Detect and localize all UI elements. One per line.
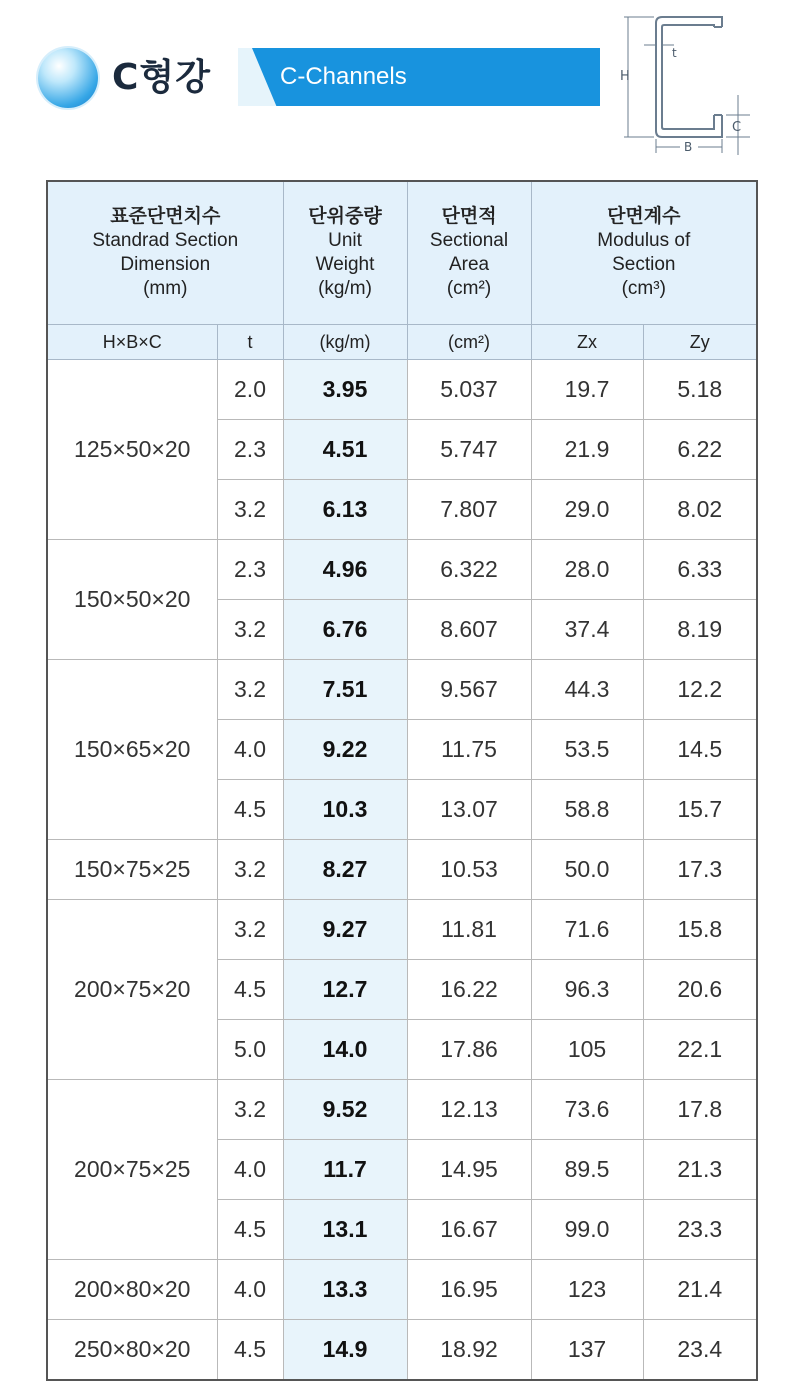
- title-korean: C형강: [112, 57, 211, 98]
- table-row: [47, 660, 757, 720]
- zy-cell: 5.18: [643, 360, 757, 420]
- zx-cell: 58.8: [531, 780, 643, 840]
- header-modulus-ko: 단면계수: [607, 206, 681, 227]
- thickness-cell: 3.2: [217, 840, 283, 900]
- area-cell: 11.81: [407, 900, 531, 960]
- subheader-weight-unit: (kg/m): [283, 325, 407, 360]
- weight-cell: 3.95: [283, 360, 407, 420]
- weight-cell: 14.0: [283, 1020, 407, 1080]
- table-row: [47, 1260, 757, 1320]
- diagram-label-h: H: [620, 69, 630, 84]
- dimension-cell: 125×50×20: [47, 360, 217, 540]
- thickness-cell: 4.0: [217, 1260, 283, 1320]
- thickness-cell: 4.5: [217, 960, 283, 1020]
- zy-cell: 17.8: [643, 1080, 757, 1140]
- area-cell: 14.95: [407, 1140, 531, 1200]
- thickness-cell: 4.5: [217, 1200, 283, 1260]
- c-channel-diagram-icon: [600, 5, 760, 155]
- zx-cell: 123: [531, 1260, 643, 1320]
- area-cell: 10.53: [407, 840, 531, 900]
- thickness-cell: 2.0: [217, 360, 283, 420]
- weight-cell: 4.51: [283, 420, 407, 480]
- zx-cell: 44.3: [531, 660, 643, 720]
- zx-cell: 137: [531, 1320, 643, 1381]
- weight-cell: 9.52: [283, 1080, 407, 1140]
- header-area-unit: (cm²): [446, 278, 492, 299]
- header-modulus-en2: Section: [612, 254, 676, 275]
- weight-cell: 9.22: [283, 720, 407, 780]
- weight-cell: 6.76: [283, 600, 407, 660]
- diagram-label-b: B: [684, 140, 693, 154]
- zy-cell: 23.4: [643, 1320, 757, 1381]
- zx-cell: 37.4: [531, 600, 643, 660]
- zx-cell: 105: [531, 1020, 643, 1080]
- thickness-cell: 5.0: [217, 1020, 283, 1080]
- zx-cell: 96.3: [531, 960, 643, 1020]
- thickness-cell: 4.0: [217, 1140, 283, 1200]
- header-dimension: [47, 181, 283, 325]
- weight-cell: 13.3: [283, 1260, 407, 1320]
- zy-cell: 20.6: [643, 960, 757, 1020]
- header-weight-unit: (kg/m): [318, 278, 372, 299]
- zx-cell: 53.5: [531, 720, 643, 780]
- page-header: [0, 0, 800, 170]
- area-cell: 16.67: [407, 1200, 531, 1260]
- zy-cell: 23.3: [643, 1200, 757, 1260]
- thickness-cell: 3.2: [217, 900, 283, 960]
- area-cell: 17.86: [407, 1020, 531, 1080]
- area-cell: 11.75: [407, 720, 531, 780]
- dimension-cell: 200×75×25: [47, 1080, 217, 1260]
- weight-cell: 13.1: [283, 1200, 407, 1260]
- zy-cell: 8.02: [643, 480, 757, 540]
- thickness-cell: 3.2: [217, 600, 283, 660]
- c-channel-spec-table: [46, 180, 758, 1381]
- header-dimension-ko: 표준단면치수: [110, 206, 221, 227]
- diagram-label-t: t: [672, 46, 677, 60]
- area-cell: 16.95: [407, 1260, 531, 1320]
- zx-cell: 71.6: [531, 900, 643, 960]
- zy-cell: 17.3: [643, 840, 757, 900]
- subheader-hbc: H×B×C: [47, 325, 217, 360]
- zy-cell: 21.3: [643, 1140, 757, 1200]
- title-english: C-Channels: [280, 63, 407, 90]
- weight-cell: 11.7: [283, 1140, 407, 1200]
- thickness-cell: 4.0: [217, 720, 283, 780]
- zx-cell: 19.7: [531, 360, 643, 420]
- area-cell: 12.13: [407, 1080, 531, 1140]
- area-cell: 16.22: [407, 960, 531, 1020]
- dimension-cell: 150×50×20: [47, 540, 217, 660]
- header-dimension-unit: (mm): [143, 278, 188, 299]
- weight-cell: 12.7: [283, 960, 407, 1020]
- dimension-cell: 200×75×20: [47, 900, 217, 1080]
- header-dimension-en2: Dimension: [120, 254, 211, 275]
- header-weight: [283, 181, 407, 325]
- zy-cell: 15.7: [643, 780, 757, 840]
- zy-cell: 6.22: [643, 420, 757, 480]
- subheader-t: t: [217, 325, 283, 360]
- header-modulus: [531, 181, 757, 325]
- area-cell: 7.807: [407, 480, 531, 540]
- area-cell: 5.747: [407, 420, 531, 480]
- area-cell: 18.92: [407, 1320, 531, 1381]
- thickness-cell: 4.5: [217, 780, 283, 840]
- dimension-cell: 200×80×20: [47, 1260, 217, 1320]
- area-cell: 6.322: [407, 540, 531, 600]
- bullet-ball-icon: [38, 48, 98, 108]
- zy-cell: 21.4: [643, 1260, 757, 1320]
- thickness-cell: 4.5: [217, 1320, 283, 1381]
- zy-cell: 15.8: [643, 900, 757, 960]
- subheader-zx: Zx: [531, 325, 643, 360]
- header-area-en1: Sectional: [429, 230, 509, 251]
- weight-cell: 8.27: [283, 840, 407, 900]
- thickness-cell: 2.3: [217, 540, 283, 600]
- zx-cell: 89.5: [531, 1140, 643, 1200]
- diagram-label-c: C: [732, 120, 742, 135]
- zy-cell: 6.33: [643, 540, 757, 600]
- weight-cell: 4.96: [283, 540, 407, 600]
- zx-cell: 28.0: [531, 540, 643, 600]
- zx-cell: 21.9: [531, 420, 643, 480]
- thickness-cell: 3.2: [217, 660, 283, 720]
- header-area-en2: Area: [448, 254, 490, 275]
- header-modulus-unit: (cm³): [621, 278, 666, 299]
- header-area-ko: 단면적: [441, 206, 497, 227]
- header-weight-en2: Weight: [315, 254, 375, 275]
- zy-cell: 22.1: [643, 1020, 757, 1080]
- header-area: [407, 181, 531, 325]
- dimension-cell: 150×75×25: [47, 840, 217, 900]
- header-modulus-en1: Modulus of: [597, 230, 691, 251]
- zy-cell: 14.5: [643, 720, 757, 780]
- thickness-cell: 3.2: [217, 1080, 283, 1140]
- dimension-cell: 150×65×20: [47, 660, 217, 840]
- zx-cell: 73.6: [531, 1080, 643, 1140]
- weight-cell: 10.3: [283, 780, 407, 840]
- table-row: [47, 1080, 757, 1140]
- dimension-cell: 250×80×20: [47, 1320, 217, 1381]
- area-cell: 13.07: [407, 780, 531, 840]
- weight-cell: 9.27: [283, 900, 407, 960]
- header-weight-en1: Unit: [328, 230, 362, 251]
- thickness-cell: 3.2: [217, 480, 283, 540]
- weight-cell: 7.51: [283, 660, 407, 720]
- area-cell: 9.567: [407, 660, 531, 720]
- header-weight-ko: 단위중량: [308, 206, 382, 227]
- thickness-cell: 2.3: [217, 420, 283, 480]
- table-row: [47, 540, 757, 600]
- zx-cell: 50.0: [531, 840, 643, 900]
- table-row: [47, 900, 757, 960]
- zx-cell: 29.0: [531, 480, 643, 540]
- table-row: [47, 360, 757, 420]
- area-cell: 5.037: [407, 360, 531, 420]
- zx-cell: 99.0: [531, 1200, 643, 1260]
- zy-cell: 12.2: [643, 660, 757, 720]
- table-row: [47, 1320, 757, 1381]
- table-row: [47, 840, 757, 900]
- subheader-area-unit: (cm²): [407, 325, 531, 360]
- header-dimension-en1: Standrad Section: [92, 230, 239, 251]
- weight-cell: 14.9: [283, 1320, 407, 1381]
- subheader-zy: Zy: [643, 325, 757, 360]
- zy-cell: 8.19: [643, 600, 757, 660]
- weight-cell: 6.13: [283, 480, 407, 540]
- area-cell: 8.607: [407, 600, 531, 660]
